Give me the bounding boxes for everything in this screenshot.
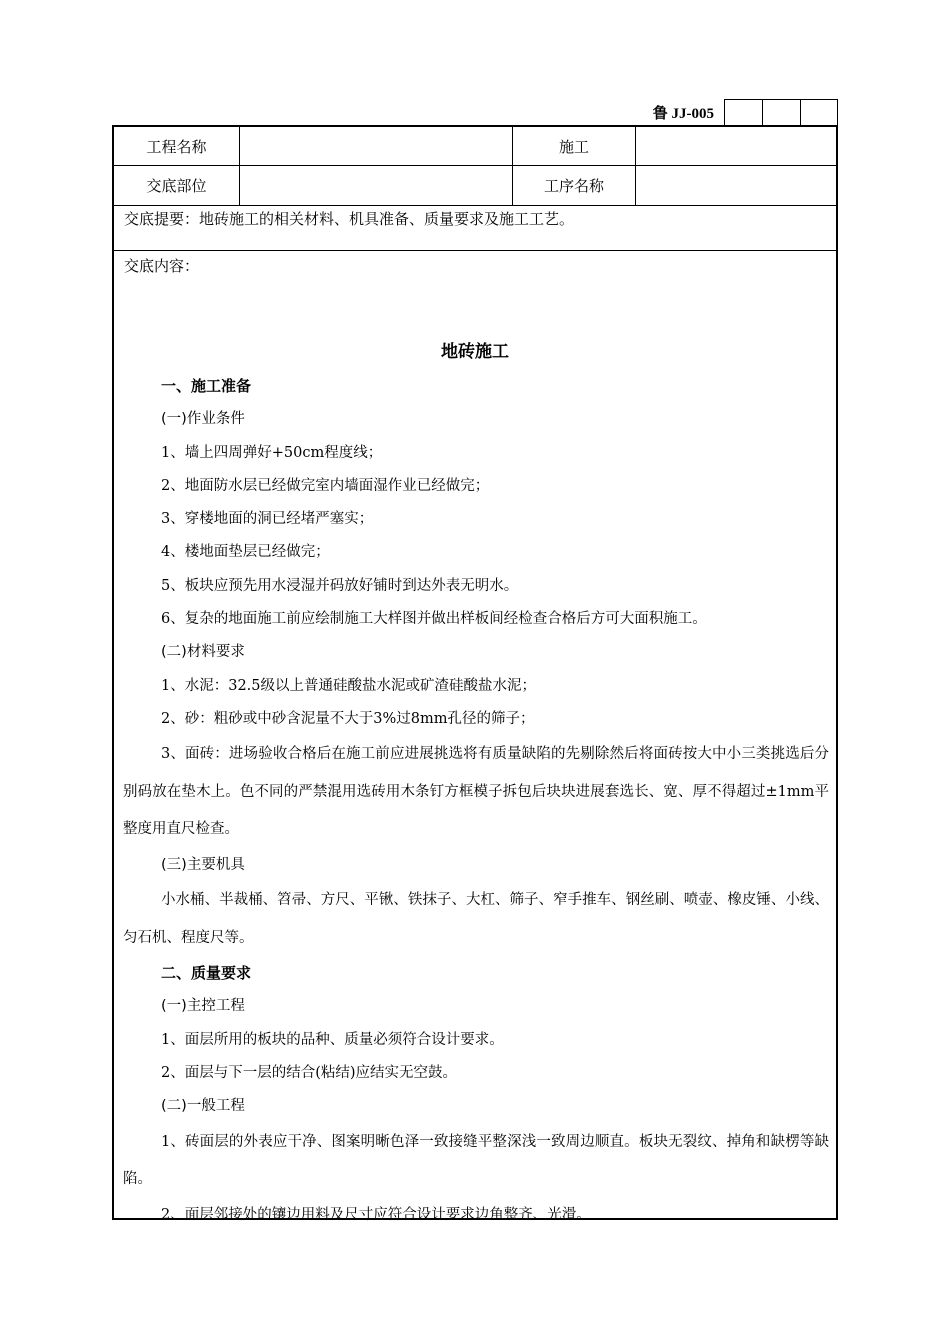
construction-label: 施工: [512, 127, 635, 165]
list-item: 1、水泥：32.5级以上普通硅酸盐水泥或矿渣硅酸盐水泥；: [161, 677, 537, 694]
disclosure-form: [112, 125, 838, 1223]
list-item: 4、楼地面垫层已经做完；: [161, 544, 330, 561]
code-box: [724, 99, 762, 125]
form-code: 鲁 JJ-005: [652, 105, 714, 122]
document-title: 地砖施工: [441, 342, 509, 362]
subsection-heading: (二)一般工程: [161, 1098, 245, 1115]
code-box: [762, 99, 800, 125]
subsection-heading: (三)主要机具: [161, 856, 245, 873]
list-item: 2、面层邻接处的镶边用料及尺寸应符合设计要求边角整齐、光滑。: [161, 1206, 591, 1223]
part-label: 交底部位: [146, 176, 207, 195]
content-label: 交底内容：: [124, 257, 200, 275]
code-box: [800, 99, 838, 125]
paragraph: 小水桶、半裁桶、笤帚、方尺、平锹、铁抹子、大杠、筛子、窄手推车、钢丝刷、喷壶、橡皮锤、小线、匀石机、程度尺等。: [123, 892, 829, 946]
process-label: 工序名称: [512, 165, 635, 205]
process-value: [635, 165, 836, 205]
list-item: 1、面层所用的板块的品种、质量必须符合设计要求。: [161, 1031, 504, 1048]
subsection-heading: (一)主控工程: [161, 998, 245, 1015]
subsection-heading: (一)作业条件: [161, 411, 245, 428]
list-item: 1、砖面层的外表应干净、图案明晰色泽一致接缝平整深浅一致周边顺直。板块无裂纹、掉角和缺楞等缺陷。: [123, 1133, 829, 1188]
form-code-row: [640, 99, 838, 125]
list-item: 1、墙上四周弹好+50cm程度线；: [161, 444, 383, 461]
subsection-heading: (二)材料要求: [161, 644, 245, 661]
section-heading: 二、质量要求: [161, 964, 252, 983]
list-item: 2、砂：粗砂或中砂含泥量不大于3%过8mm孔径的筛子；: [161, 710, 535, 727]
header-row-2: [114, 165, 836, 206]
construction-value: [635, 127, 836, 165]
list-item: 3、穿楼地面的洞已经堵严塞实；: [161, 511, 374, 528]
list-item: 2、地面防水层已经做完室内墙面湿作业已经做完；: [161, 477, 490, 494]
list-item: 6、复杂的地面施工前应绘制施工大样图并做出样板间经检查合格后方可大面积施工。: [161, 611, 707, 628]
list-item: 3、面砖：进场验收合格后在施工前应进展挑选将有质量缺陷的先剔除然后将面砖按大中小三类挑选后分别码放在垫木上。色不同的严禁混用选砖用木条钉方框模子拆包后块块进展套选长、宽、厚不得超过±1mm平整度用直尺检查。: [123, 746, 829, 838]
disclosure-summary: 交底提要：地砖施工的相关材料、机具准备、质量要求及施工工艺。: [114, 205, 836, 251]
list-item: 2、面层与下一层的结合(粘结)应结实无空鼓。: [161, 1064, 458, 1081]
header-row-1: [114, 127, 836, 166]
list-item: 5、板块应预先用水浸湿并码放好铺时到达外表无明水。: [161, 577, 519, 594]
part-value: [239, 165, 512, 205]
project-name-value: [239, 127, 512, 165]
project-name-label: 工程名称: [146, 137, 207, 156]
section-heading: 一、施工准备: [161, 377, 252, 395]
document-body: [123, 370, 829, 1232]
